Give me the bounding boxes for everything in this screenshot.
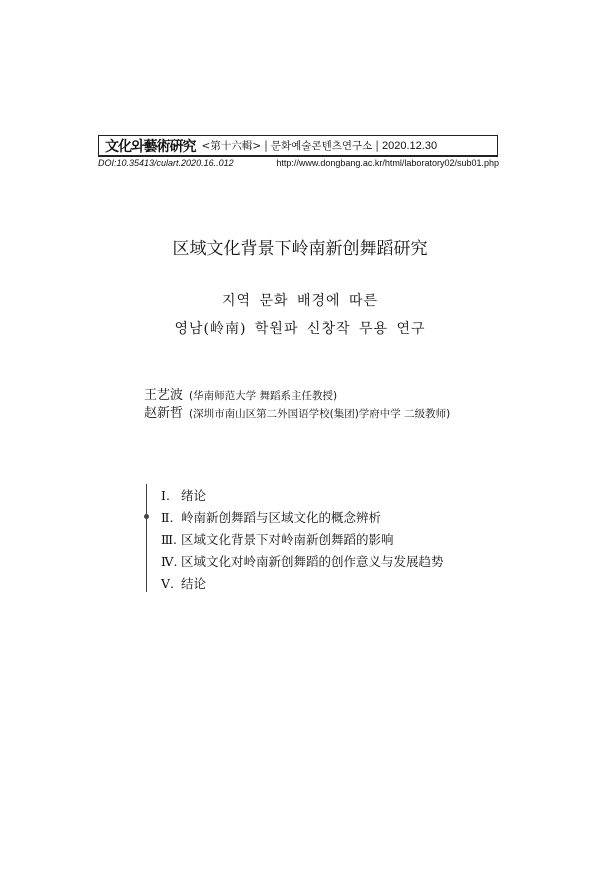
toc-item[interactable] <box>161 574 206 592</box>
publication-date: 2020.12.30 <box>382 139 438 152</box>
author-1 <box>144 384 337 403</box>
paper-title-chinese: 区域文化背景下岭南新创舞蹈研究 <box>172 239 428 259</box>
toc-number: Ⅴ. <box>161 576 175 591</box>
paper-title-korean-line1: 지역 문화 배경에 따른 <box>221 293 379 309</box>
separator: | <box>375 139 380 152</box>
institute-name: 문화예술콘텐츠연구소 <box>270 140 373 152</box>
toc-number: Ⅳ. <box>161 554 178 569</box>
toc-bullet-icon <box>144 514 149 519</box>
paper-title-korean-line2: 영남(岭南) 학원파 신창작 무용 연구 <box>174 321 426 337</box>
toc-label: 结论 <box>181 576 207 591</box>
separator: | <box>264 139 268 152</box>
toc-number: Ⅱ. <box>161 510 174 525</box>
source-url[interactable]: http://www.dongbang.ac.kr/html/laboratory02/sub01.php <box>276 158 499 168</box>
author-name: 王艺波 <box>144 388 184 403</box>
toc-item[interactable] <box>161 508 381 526</box>
toc-number: Ⅲ. <box>161 532 178 547</box>
volume-label: <第十六輯> <box>201 140 262 152</box>
toc-label: 区域文化对岭南新创舞蹈的创作意义与发展趋势 <box>181 554 444 569</box>
author-name: 赵新哲 <box>144 406 184 421</box>
toc-label: 岭南新创舞蹈与区域文化的概念辨析 <box>181 510 382 525</box>
journal-masthead <box>98 135 498 157</box>
doi-label: DOI:10.35413/culart.2020.16..012 <box>98 158 234 168</box>
table-of-contents <box>146 484 507 592</box>
author-affiliation: (华南师范大学 舞蹈系主任教授) <box>189 390 338 402</box>
toc-label: 绪论 <box>181 488 207 503</box>
journal-logo: 文化와藝術硏究 <box>105 138 196 155</box>
author-affiliation: (深圳市南山区第二外国语学校(集团)学府中学 二级教师) <box>189 408 451 420</box>
toc-label: 区域文化背景下对岭南新创舞蹈的影响 <box>181 532 394 547</box>
author-2 <box>144 402 450 421</box>
toc-item[interactable] <box>161 530 394 548</box>
toc-number: Ⅰ. <box>161 488 170 503</box>
toc-item[interactable] <box>161 552 444 570</box>
toc-item[interactable] <box>161 486 206 504</box>
